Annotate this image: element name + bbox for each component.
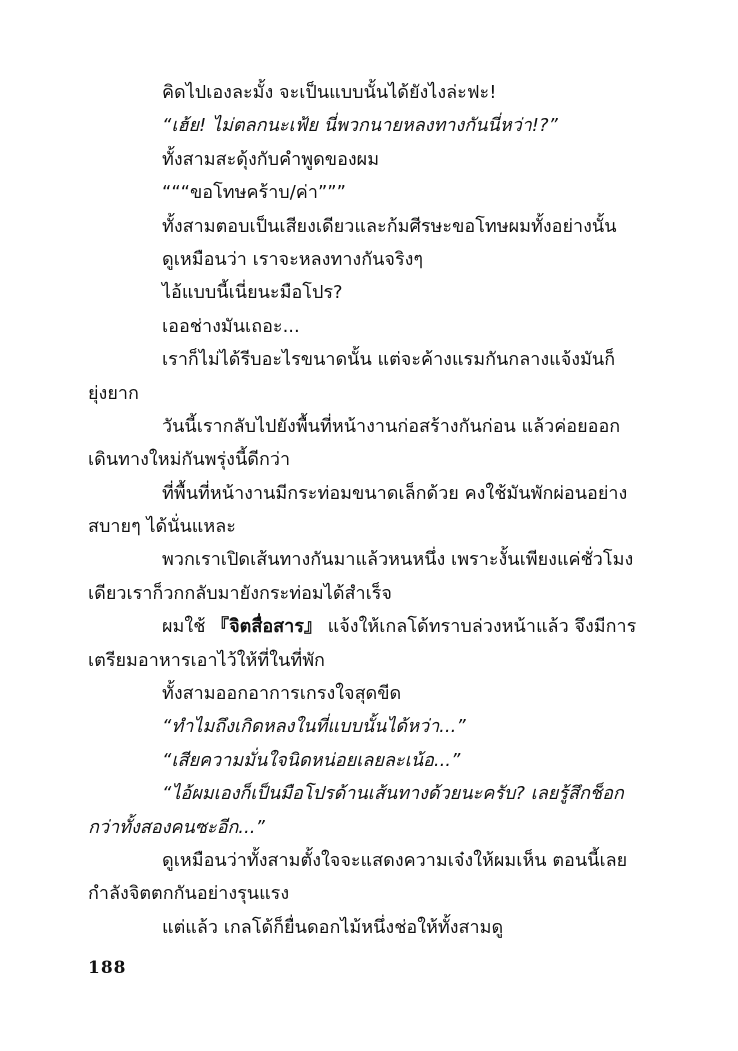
- text-line: เราก็ไม่ได้รีบอะไรขนาดนั้น แต่จะค้างแรมกันกลางแจ้งมันก็: [162, 349, 616, 371]
- dialogue-line: “““ขอโทษคร้าบ/ค่า”””: [162, 182, 346, 204]
- dialogue-line: “ทำไมถึงเกิดหลงในที่แบบนั้นได้หว่า...”: [162, 716, 466, 738]
- text-segment: ผมใช้: [162, 616, 212, 638]
- text-line: ทั้งสามสะดุ้งกับคำพูดของผม: [162, 148, 380, 170]
- text-line: [88, 610, 650, 643]
- skill-name: 『จิตสื่อสาร』: [211, 616, 322, 638]
- text-line: คิดไปเองละมั้ง จะเป็นแบบนั้นได้ยังไงล่ะฟะ!: [162, 82, 497, 103]
- page-body: [88, 76, 650, 944]
- text-line: วันนี้เรากลับไปยังพื้นที่หน้างานก่อสร้างกันก่อน แล้วค่อยออก: [162, 415, 621, 437]
- text-line-continuation: ยุ่งยาก: [88, 382, 139, 404]
- text-line: ทั้งสามตอบเป็นเสียงเดียวและก้มศีรษะขอโทษผมทั้งอย่างนั้น: [162, 215, 617, 237]
- dialogue-line-continuation: กว่าทั้งสองคนซะอีก...”: [88, 816, 265, 838]
- text-line-continuation: สบายๆ ได้นั่นแหละ: [88, 516, 236, 538]
- text-line: แต่แล้ว เกลโด้ก็ยื่นดอกไม้หนึ่งช่อให้ทั้งสามดู: [162, 916, 504, 938]
- text-line-continuation: กำลังจิตตกกันอย่างรุนแรง: [88, 883, 290, 905]
- text-line-continuation: เตรียมอาหารเอาไว้ให้ที่ในที่พัก: [88, 649, 325, 671]
- text-line: พวกเราเปิดเส้นทางกันมาแล้วหนหนึ่ง เพราะงั้นเพียงแค่ชั่วโมง: [162, 549, 634, 571]
- text-segment: แจ้งให้เกลโด้ทราบล่วงหน้าแล้ว จึงมีการ: [321, 616, 637, 638]
- page-number: 188: [88, 958, 127, 978]
- text-line: ไอ้แบบนี้เนี่ยนะมือโปร?: [162, 282, 343, 304]
- text-line: ดูเหมือนว่าทั้งสามตั้งใจจะแสดงความเจ๋งให้ผมเห็น ตอนนี้เลย: [162, 849, 628, 871]
- text-line: เออช่างมันเถอะ...: [162, 315, 300, 337]
- text-line-continuation: เดินทางใหม่กันพรุ่งนี้ดีกว่า: [88, 449, 291, 471]
- dialogue-line: “เฮ้ย! ไม่ตลกนะเฟ้ย นี่พวกนายหลงทางกันนี่หว่า!?”: [162, 115, 558, 137]
- dialogue-line: “ไอ้ผมเองก็เป็นมือโปรด้านเส้นทางด้วยนะครับ? เลยรู้สึกช็อก: [162, 783, 624, 805]
- text-line: ทั้งสามออกอาการเกรงใจสุดขีด: [162, 683, 402, 705]
- text-line: ที่พื้นที่หน้างานมีกระท่อมขนาดเล็กด้วย คงใช้มันพักผ่อนอย่าง: [162, 482, 628, 504]
- text-line-continuation: เดียวเราก็วกกลับมายังกระท่อมได้สำเร็จ: [88, 582, 392, 604]
- text-line: ดูเหมือนว่า เราจะหลงทางกันจริงๆ: [162, 248, 424, 270]
- dialogue-line: “เสียความมั่นใจนิดหน่อยเลยละเน้อ...”: [162, 749, 461, 771]
